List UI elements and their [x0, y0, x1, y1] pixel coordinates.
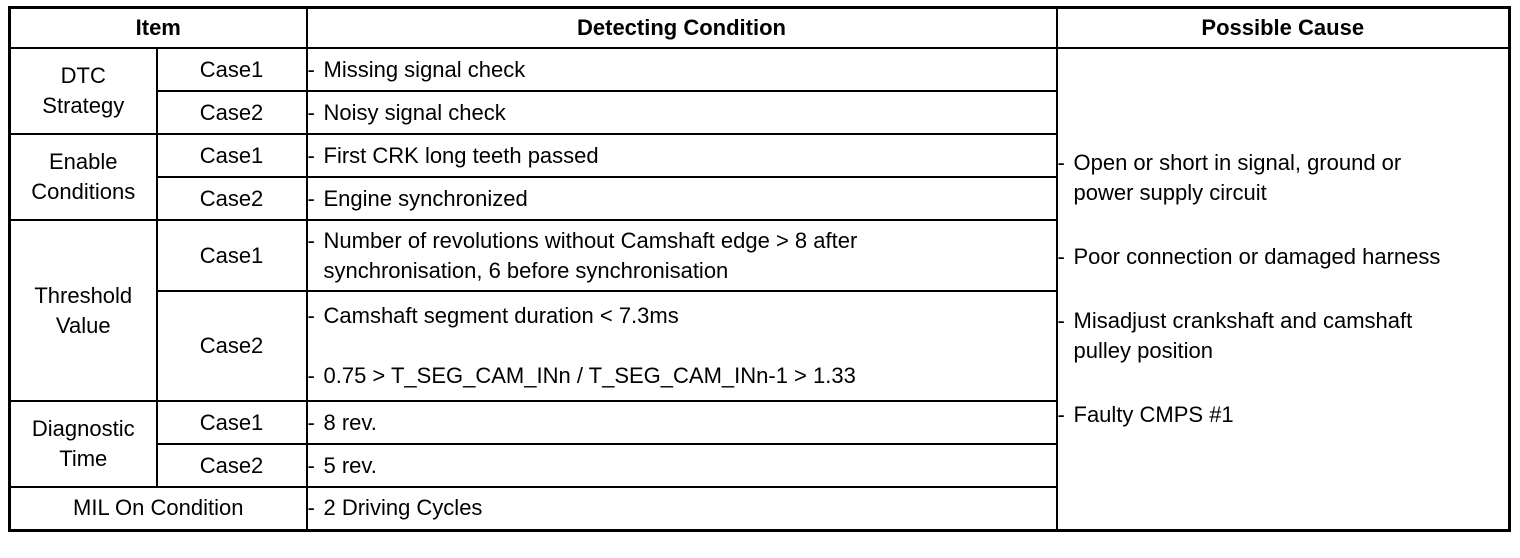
condition-cell: - Missing signal check [307, 48, 1057, 91]
case-label: Case2 [157, 177, 307, 220]
case-label: Case2 [157, 291, 307, 401]
possible-cause-cell [1057, 48, 1510, 530]
condition-cell: - Noisy signal check [307, 91, 1057, 134]
condition-cell: - First CRK long teeth passed [307, 134, 1057, 177]
group-label-mil-on-condition: MIL On Condition [10, 487, 307, 530]
condition-cell: - 2 Driving Cycles [307, 487, 1057, 530]
group-label-enable-conditions: Enable Conditions [10, 134, 157, 220]
case-label: Case1 [157, 48, 307, 91]
header-row [10, 8, 1510, 49]
group-label-dtc-strategy: DTC Strategy [10, 48, 157, 134]
header-item: Item [10, 8, 307, 49]
condition-cell: - 5 rev. [307, 444, 1057, 487]
condition-cell: - Camshaft segment duration < 7.3ms - 0.75 > T_SEG_CAM_INn / T_SEG_CAM_INn-1 > 1.33 [307, 291, 1057, 401]
dtc-table [8, 6, 1511, 532]
table-row [10, 48, 1510, 91]
header-detecting-condition: Detecting Condition [307, 8, 1057, 49]
group-label-threshold-value: Threshold Value [10, 220, 157, 401]
case-label: Case1 [157, 401, 307, 444]
case-label: Case1 [157, 134, 307, 177]
cause-item: - Misadjust crankshaft and camshaft pulley position [1057, 307, 1413, 363]
case-label: Case2 [157, 444, 307, 487]
condition-cell: - Engine synchronized [307, 177, 1057, 220]
header-possible-cause: Possible Cause [1057, 8, 1510, 49]
cause-item: - Open or short in signal, ground or power supply circuit [1057, 149, 1402, 205]
case-label: Case1 [157, 220, 307, 291]
condition-cell: - Number of revolutions without Camshaft edge > 8 after synchronisation, 6 before synchronisation [307, 220, 1057, 291]
case-label: Case2 [157, 91, 307, 134]
cause-item: - Faulty CMPS #1 [1057, 401, 1234, 427]
cause-item: - Poor connection or damaged harness [1057, 243, 1441, 269]
group-label-diagnostic-time: Diagnostic Time [10, 401, 157, 487]
condition-cell: - 8 rev. [307, 401, 1057, 444]
